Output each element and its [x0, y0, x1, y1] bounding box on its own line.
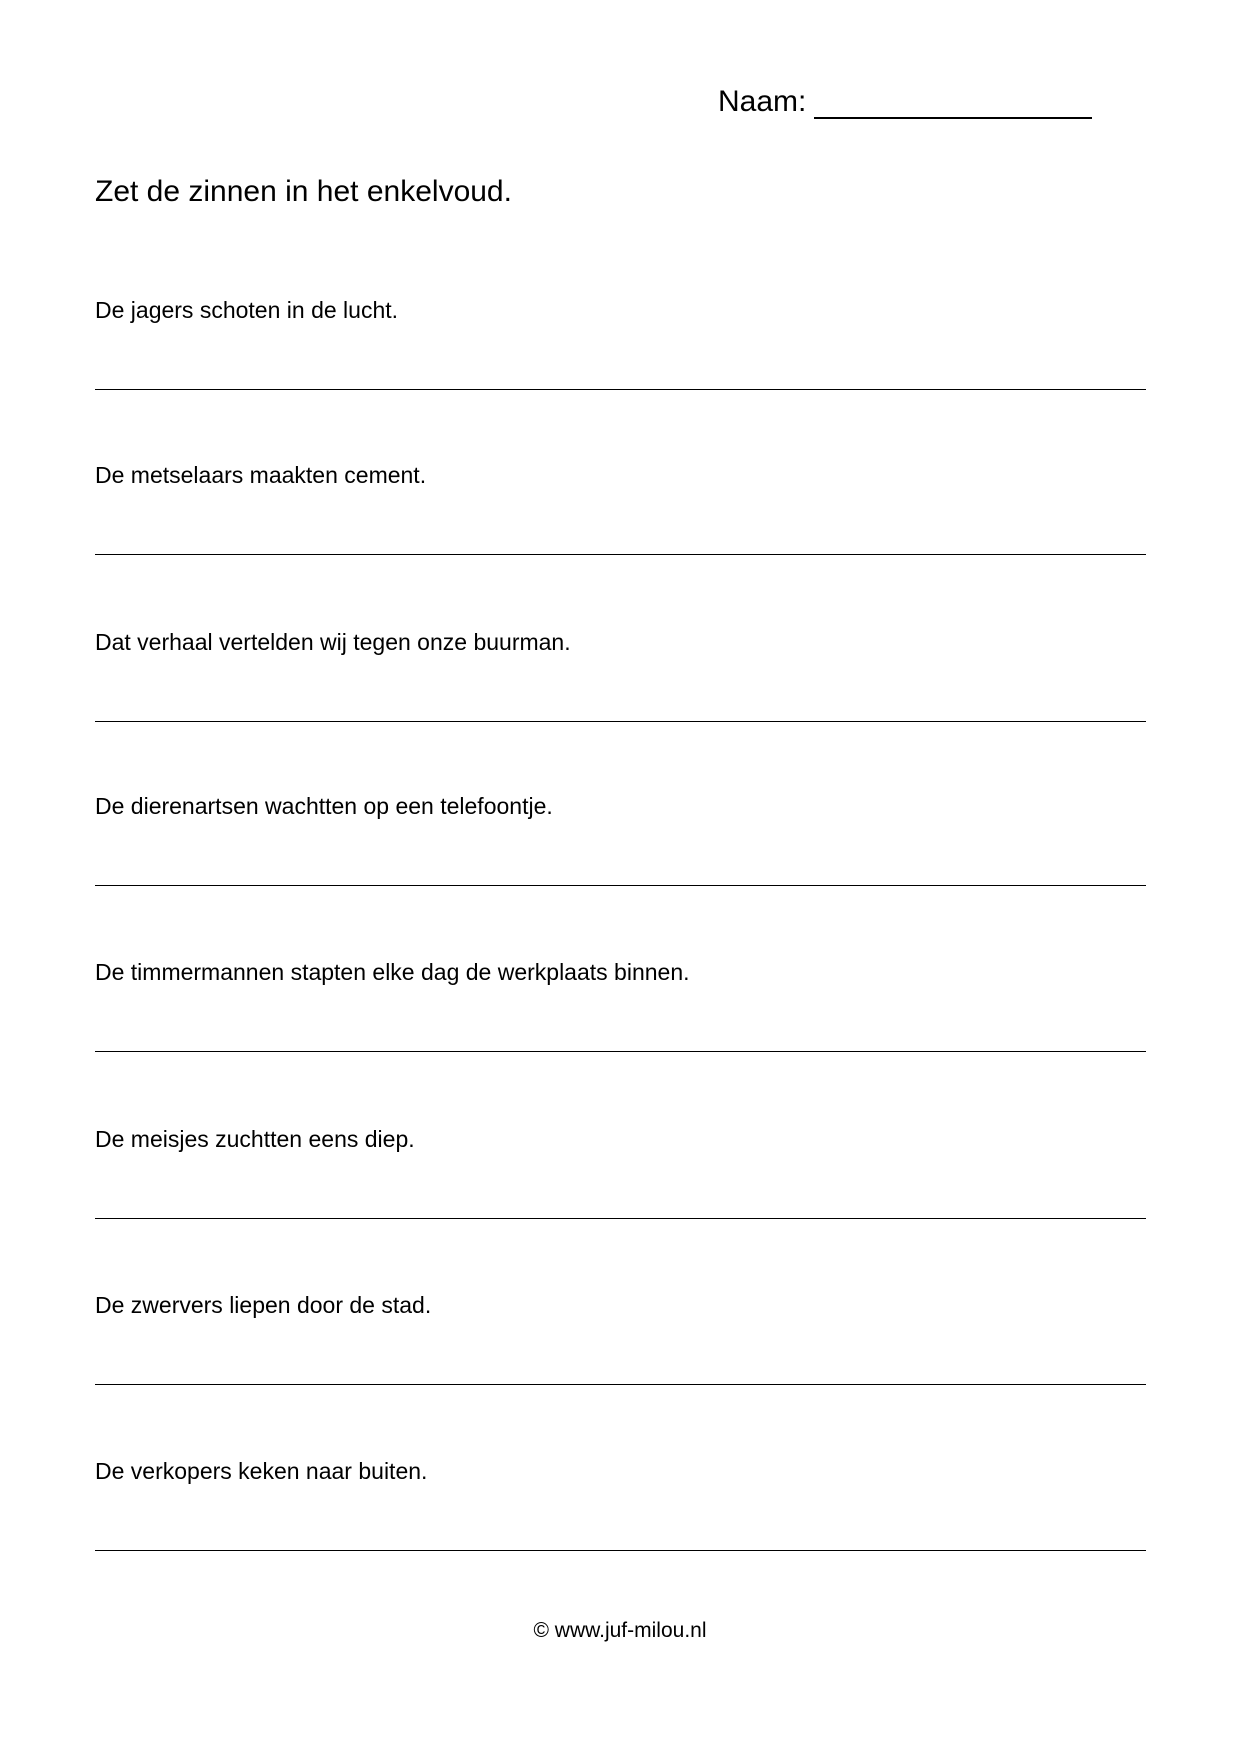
exercise-sentence: De timmermannen stapten elke dag de werkplaats binnen. [95, 959, 690, 985]
answer-line[interactable] [95, 389, 1146, 390]
exercise-item [95, 1124, 1146, 1244]
answer-line[interactable] [95, 1550, 1146, 1551]
exercise-sentence: De jagers schoten in de lucht. [95, 297, 399, 323]
answer-line[interactable] [95, 1051, 1146, 1052]
exercise-item [95, 1290, 1146, 1410]
exercise-item [95, 1456, 1146, 1576]
exercise-sentence: De verkopers keken naar buiten. [95, 1458, 428, 1484]
exercise-sentence: Dat verhaal vertelden wij tegen onze buurman. [95, 629, 571, 655]
answer-line[interactable] [95, 554, 1146, 555]
footer-copyright: © www.juf-milou.nl [533, 1619, 707, 1642]
name-label: Naam: [718, 85, 807, 118]
answer-line[interactable] [95, 721, 1146, 722]
answer-line[interactable] [95, 885, 1146, 886]
exercise-item [95, 295, 1146, 415]
exercise-sentence: De zwervers liepen door de stad. [95, 1292, 432, 1318]
worksheet-instruction: Zet de zinnen in het enkelvoud. [95, 175, 512, 208]
exercise-sentence: De dierenartsen wachtten op een telefoontje. [95, 793, 553, 819]
exercise-item [95, 460, 1146, 580]
exercise-item [95, 627, 1146, 747]
name-field[interactable] [718, 82, 1092, 122]
answer-line[interactable] [95, 1218, 1146, 1219]
exercise-item [95, 957, 1146, 1077]
exercise-sentence: De meisjes zuchtten eens diep. [95, 1126, 415, 1152]
exercise-sentence: De metselaars maakten cement. [95, 462, 427, 488]
name-line[interactable] [814, 117, 1092, 119]
exercise-item [95, 791, 1146, 911]
answer-line[interactable] [95, 1384, 1146, 1385]
